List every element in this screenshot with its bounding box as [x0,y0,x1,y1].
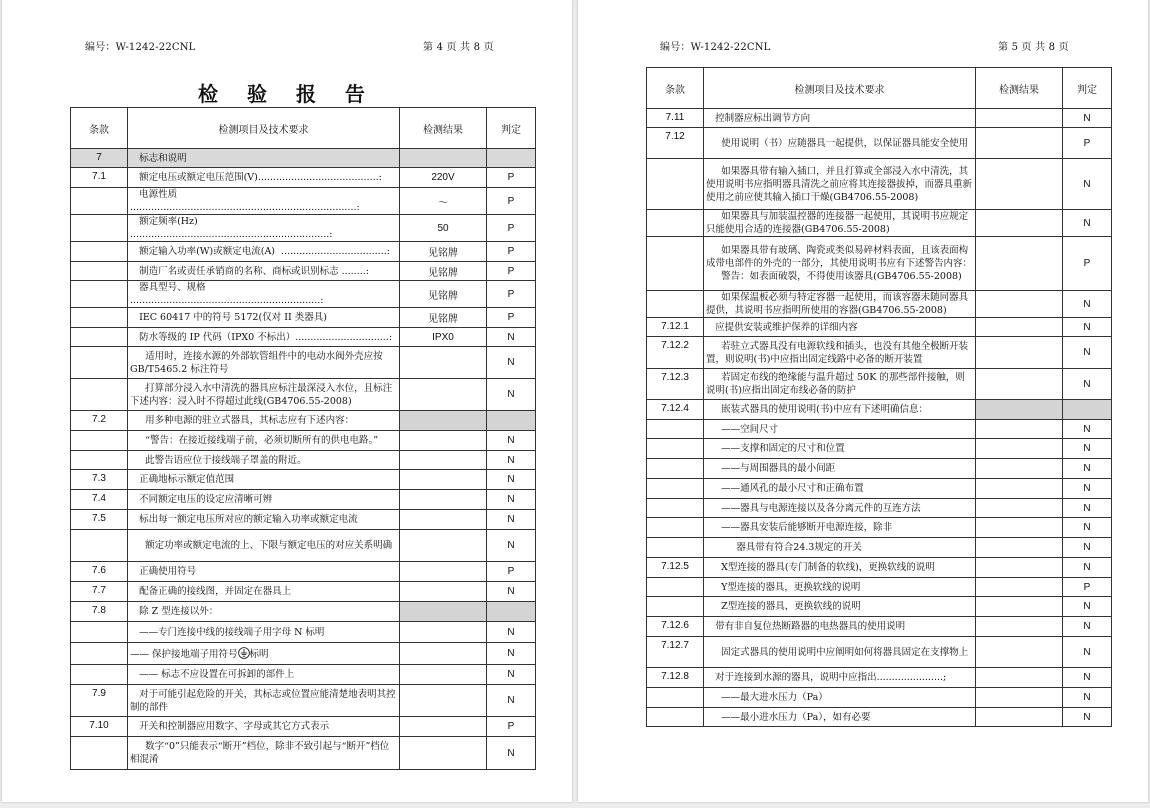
test-result [976,558,1063,578]
table-row [71,665,536,685]
table-row [647,637,1112,668]
requirement-text: IEC 60417 中的符号 5172(仅对 II 类器具) [128,308,400,328]
clause-number: 7.12.8 [647,668,704,688]
verdict: N [1063,688,1112,708]
verdict [487,602,536,622]
table-row [647,459,1112,479]
requirement-text: 用多种电源的驻立式器具，其标志应有下述内容： [128,411,400,431]
clause-number [71,379,128,411]
verdict: N [1063,558,1112,578]
requirement-text: 使用说明（书）应随器具一起提供，以保证器具能安全使用 [704,128,976,159]
table-row [647,210,1112,237]
report-page-left [2,0,572,802]
verdict: N [487,685,536,717]
table-row [71,451,536,470]
test-result [976,637,1063,668]
verdict: N [1063,439,1112,459]
test-result [400,451,487,470]
verdict: P [487,168,536,188]
verdict: N [1063,159,1112,210]
clause-number [647,420,704,439]
requirement-text: 额定频率(Hz) ..................................................................: [128,215,400,242]
test-result [976,237,1063,291]
table-row [647,237,1112,291]
requirement-text: 额定功率或额定电流的上、下限与额定电压的对应关系明确 [128,530,400,562]
requirement-text: ——专门连接中线的接线端子用字母 N 标明 [128,622,400,643]
test-result: 见铭牌 [400,308,487,328]
verdict: N [1063,597,1112,617]
verdict: P [487,281,536,308]
verdict: N [487,328,536,347]
requirement-text: ——空间尺寸 [704,420,976,439]
verdict: N [1063,291,1112,318]
table-row [71,215,536,242]
verdict: N [1063,518,1112,538]
verdict: N [487,582,536,602]
test-result [976,688,1063,708]
table-row [647,617,1112,637]
requirement-text: ——通风孔的最小尺寸和正确布置 [704,479,976,499]
test-result: 见铭牌 [400,281,487,308]
clause-number: 7.4 [71,490,128,510]
table-row [647,479,1112,499]
clause-number: 7.11 [647,109,704,128]
verdict: N [487,470,536,490]
table-row [71,582,536,602]
test-result [976,400,1063,420]
verdict: N [487,510,536,530]
clause-number: 7.9 [71,685,128,717]
clause-number: 7.3 [71,470,128,490]
table-row [71,149,536,168]
verdict: N [487,622,536,643]
table-row [71,562,536,582]
clause-number: 7.8 [71,602,128,622]
requirement-text: ——支撑和固定的尺寸和位置 [704,439,976,459]
clause-number [71,262,128,281]
table-row [71,431,536,451]
requirement-text: ——器具与电源连接以及各分离元件的互连方法 [704,499,976,518]
table-row [647,558,1112,578]
test-result [400,582,487,602]
clause-number: 7.5 [71,510,128,530]
clause-number [71,215,128,242]
test-result [976,210,1063,237]
test-result [400,602,487,622]
col-header-result: 检测结果 [976,68,1063,109]
requirement-text: 不同额定电压的设定应清晰可辨 [128,490,400,510]
col-header-verdict: 判定 [487,108,536,149]
protective-earth-icon [238,647,250,659]
table-row [71,737,536,770]
test-result [976,439,1063,459]
verdict [487,149,536,168]
verdict: N [1063,459,1112,479]
requirement-text: 额定输入功率(W)或额定电流(A) ...................................: [128,242,400,262]
clause-number [71,622,128,643]
verdict: N [1063,420,1112,439]
requirement-text: 配备正确的接线图，并固定在器具上 [128,582,400,602]
clause-number: 7.2 [71,411,128,431]
clause-number [71,242,128,262]
verdict: N [487,530,536,562]
verdict: P [487,188,536,215]
test-result [400,431,487,451]
requirement-text: 应提供安装或维护保养的详细内容 [704,318,976,337]
test-result: IPX0 [400,328,487,347]
table-row [71,379,536,411]
col-header-item: 检测项目及技术要求 [128,108,400,149]
col-header-verdict: 判定 [1063,68,1112,109]
test-result [400,347,487,379]
clause-number [71,328,128,347]
inspection-table [70,107,536,770]
test-result [976,459,1063,479]
table-row [71,685,536,717]
requirement-text: 正确使用符号 [128,562,400,582]
requirement-text: Y型连接的器具，更换软线的说明 [704,578,976,597]
test-result [400,622,487,643]
verdict: P [487,308,536,328]
table-row [71,308,536,328]
table-row [647,688,1112,708]
table-row [647,439,1112,459]
requirement-text: “警告：在接近接线端子前，必须切断所有的供电电路。” [128,431,400,451]
clause-number: 7.10 [71,717,128,737]
test-result [976,668,1063,688]
table-row [71,510,536,530]
test-result [400,530,487,562]
report-page-right [578,0,1148,802]
verdict: N [1063,479,1112,499]
clause-number [647,518,704,538]
requirement-text: 如果保温板必须与特定容器一起使用，而该容器未随同器具提供，其说明书应指明所使用的容器(GB4706.55-2008) [704,291,976,318]
clause-number [647,708,704,727]
clause-number [71,431,128,451]
test-result [976,420,1063,439]
col-header-clause: 条款 [71,108,128,149]
requirement-text: 器具带有符合24.3规定的开关 [704,538,976,558]
table-row [71,622,536,643]
verdict: N [487,431,536,451]
requirement-text: 此警告语应位于接线端子罩盖的附近。 [128,451,400,470]
table-row [71,328,536,347]
verdict: N [1063,210,1112,237]
page-indicator: 第 5 页 共 8 页 [998,42,1069,53]
table-row [647,668,1112,688]
requirement-text: 制造厂名或责任承销商的名称、商标或识别标志 ........: [128,262,400,281]
test-result [976,128,1063,159]
test-result [976,538,1063,558]
verdict: P [487,717,536,737]
requirement-text: 开关和控制器应用数字、字母或其它方式表示 [128,717,400,737]
requirement-text: ——最大进水压力（Pa） [704,688,976,708]
test-result [976,518,1063,538]
verdict: P [487,262,536,281]
col-header-item: 检测项目及技术要求 [704,68,976,109]
requirement-text: 额定电压或额定电压范围(V)........................................: [128,168,400,188]
clause-number: 7.12.5 [647,558,704,578]
col-header-result: 检测结果 [400,108,487,149]
verdict: P [487,562,536,582]
test-result [400,490,487,510]
requirement-text: 若驻立式器具没有电源软线和插头，也没有其他全极断开装置，则说明(书)中应指出固定线路中必备的断开装置 [704,337,976,369]
test-result: 见铭牌 [400,242,487,262]
verdict: N [1063,499,1112,518]
requirement-text: 控制器应标出调节方向 [704,109,976,128]
clause-number: 7.6 [71,562,128,582]
table-row [647,420,1112,439]
test-result [400,685,487,717]
clause-number: 7.1 [71,168,128,188]
table-header-row [71,108,536,149]
clause-number [647,459,704,479]
verdict: N [1063,109,1112,128]
test-result: 见铭牌 [400,262,487,281]
clause-number [71,347,128,379]
table-row [647,318,1112,337]
verdict: N [1063,708,1112,727]
verdict: N [487,490,536,510]
requirement-text: 对于可能引起危险的开关，其标志或位置应能清楚地表明其控制的部件 [128,685,400,717]
table-row [71,602,536,622]
requirement-text: 如果器具带有输入插口，并且打算或全部浸入水中清洗，其使用说明书应指明器具清洗之前应将其连接器拔掉，而器具重新使用之前应使其输入插口干燥(GB4706.55-2008) [704,159,976,210]
clause-number [71,530,128,562]
clause-number [71,188,128,215]
test-result [976,318,1063,337]
table-row [71,168,536,188]
verdict [487,411,536,431]
verdict: N [487,665,536,685]
requirement-text: ——与周围器具的最小间距 [704,459,976,479]
requirement-text: 除 Z 型连接以外： [128,602,400,622]
table-row [647,109,1112,128]
test-result [400,379,487,411]
requirement-text: —— 标志不应设置在可拆卸的部件上 [128,665,400,685]
table-row [647,337,1112,369]
test-result [400,643,487,665]
test-result: 220V [400,168,487,188]
table-row [71,281,536,308]
verdict: N [1063,538,1112,558]
test-result [976,578,1063,597]
table-row [647,499,1112,518]
verdict: N [1063,617,1112,637]
test-result [976,479,1063,499]
table-row [71,242,536,262]
table-row [647,128,1112,159]
table-row [647,291,1112,318]
clause-number [647,439,704,459]
clause-number [71,643,128,665]
clause-number [71,451,128,470]
requirement-text: 电源性质 ...........................................................................: [128,188,400,215]
clause-number [71,737,128,770]
clause-number [647,159,704,210]
table-header-row [647,68,1112,109]
clause-number [647,237,704,291]
verdict: N [487,347,536,379]
col-header-clause: 条款 [647,68,704,109]
clause-number: 7.12.2 [647,337,704,369]
page-indicator: 第 4 页 共 8 页 [423,42,494,53]
requirement-text: 带有非自复位热断路器的电热器具的使用说明 [704,617,976,637]
requirement-text: 若固定布线的绝缘能与温升超过 50K 的那些部件接触，则说明(书)应指出固定布线必备的防护 [704,369,976,400]
requirement-text: 器具型号、规格 ...............................................................: [128,281,400,308]
verdict: N [1063,637,1112,668]
test-result [400,562,487,582]
table-row [647,369,1112,400]
clause-number [647,578,704,597]
table-row [71,347,536,379]
table-row [71,530,536,562]
requirement-text: ——最小进水压力（Pa），如有必要 [704,708,976,727]
clause-number [71,281,128,308]
clause-number [647,538,704,558]
test-result [976,291,1063,318]
table-row [647,159,1112,210]
requirement-text: 打算部分浸入水中清洗的器具应标注最深浸入水位，且标注下述内容：浸入时不得超过此线(GB4706.55-2008) [128,379,400,411]
test-result [976,499,1063,518]
test-result [400,470,487,490]
verdict: N [487,643,536,665]
verdict: N [487,379,536,411]
test-result [400,411,487,431]
clause-number [647,597,704,617]
test-result [400,665,487,685]
test-result: ～ [400,188,487,215]
clause-number [71,665,128,685]
clause-number: 7.12.4 [647,400,704,420]
verdict: N [1063,369,1112,400]
requirement-text: 嵌装式器具的使用说明(书)中应有下述明确信息： [704,400,976,420]
verdict: N [1063,318,1112,337]
clause-number: 7.12.1 [647,318,704,337]
report-number: 编号：W-1242-22CNL [85,42,196,53]
report-number: 编号：W-1242-22CNL [660,42,771,53]
table-row [647,538,1112,558]
verdict [1063,400,1112,420]
requirement-text: 如果器具带有玻璃、陶瓷或类似易碎材料表面，且该表面构成带电部件的外壳的一部分，其使用说明书应有下述警告内容： 警告：如表面破裂，不得使用该器具(GB4706.55-2008) [704,237,976,291]
requirement-text: X型连接的器具(专门制备的软线)，更换软线的说明 [704,558,976,578]
clause-number: 7.12.3 [647,369,704,400]
clause-number: 7.12.6 [647,617,704,637]
verdict: N [1063,668,1112,688]
requirement-text-part: 标明 [249,648,269,660]
requirement-text: 适用时，连接水源的外部软管组件中的电动水阀外壳应按 GB/T5465.2 标注符号 [128,347,400,379]
test-result [400,149,487,168]
requirement-text: 防水等级的 IP 代码（IPX0 不标出）...............................: [128,328,400,347]
verdict: P [487,242,536,262]
verdict: N [1063,337,1112,369]
requirement-text: 正确地标示额定值范围 [128,470,400,490]
clause-number [647,479,704,499]
clause-number [71,308,128,328]
table-row [647,518,1112,538]
test-result [976,597,1063,617]
verdict: N [487,737,536,770]
test-result [400,510,487,530]
report-title: 检 验 报 告 [198,82,376,106]
clause-number [647,210,704,237]
clause-number [647,499,704,518]
clause-number [647,688,704,708]
test-result [976,159,1063,210]
test-result [976,708,1063,727]
verdict: P [1063,578,1112,597]
requirement-text: Z型连接的器具，更换软线的说明 [704,597,976,617]
table-row [647,708,1112,727]
requirement-text: 如果器具与加装温控器的连接器一起使用，其说明书应规定只能使用合适的连接器(GB4706.55-2008) [704,210,976,237]
table-row [647,597,1112,617]
verdict: N [487,451,536,470]
table-row [647,400,1112,420]
test-result [976,109,1063,128]
test-result [976,337,1063,369]
requirement-text: 数字“0”只能表示“断开”档位，除非不致引起与“断开”档位相混淆 [128,737,400,770]
clause-number [647,291,704,318]
test-result [400,737,487,770]
table-row [71,490,536,510]
requirement-text: 固定式器具的使用说明中应阐明如何将器具固定在支撑物上 [704,637,976,668]
verdict: P [1063,128,1112,159]
requirement-text: ——器具安装后能够断开电源连接，除非 [704,518,976,538]
table-row [71,262,536,281]
inspection-table [646,67,1112,727]
requirement-text-part: —— 保护接地端子用符号 [130,648,238,660]
table-row [71,470,536,490]
table-row [71,643,536,665]
verdict: P [487,215,536,242]
table-row [71,717,536,737]
table-row [71,411,536,431]
verdict: P [1063,237,1112,291]
clause-number: 7.7 [71,582,128,602]
clause-number: 7 [71,149,128,168]
requirement-text [128,643,400,665]
requirement-text: 对于连接到水源的器具，说明中应指出......................; [704,668,976,688]
table-row [71,188,536,215]
test-result [400,717,487,737]
requirement-text: 标出每一额定电压所对应的额定输入功率或额定电流 [128,510,400,530]
test-result [976,617,1063,637]
table-row [647,578,1112,597]
clause-number: 7.12 [647,128,704,159]
requirement-text: 标志和说明 [128,149,400,168]
test-result [976,369,1063,400]
clause-number: 7.12.7 [647,637,704,668]
test-result: 50 [400,215,487,242]
